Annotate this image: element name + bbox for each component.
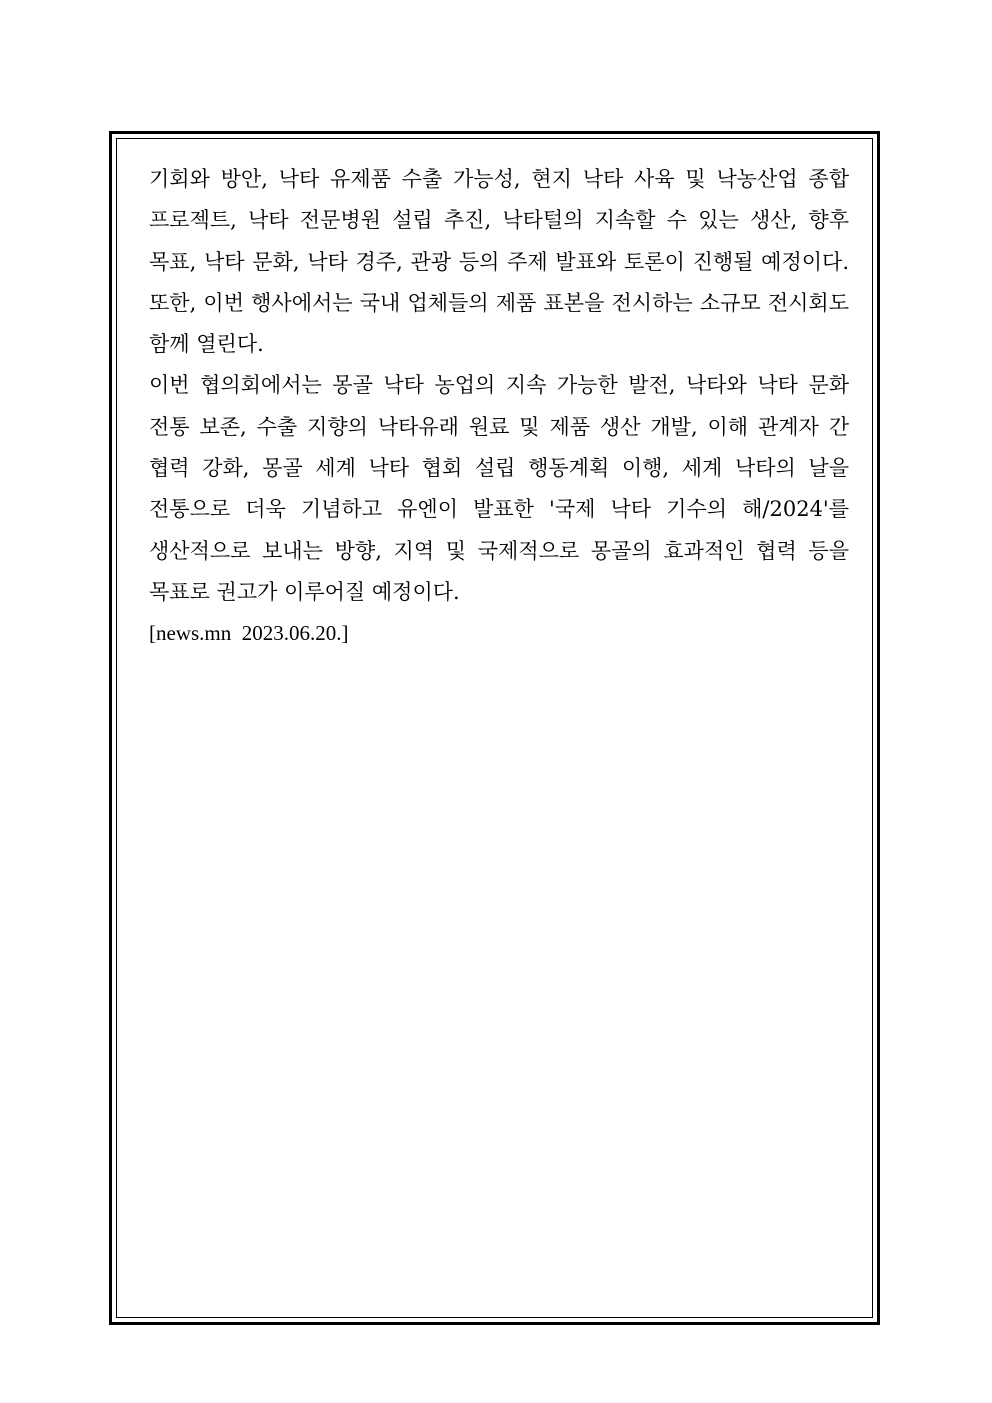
article-body	[149, 159, 849, 655]
page-border-outer	[109, 131, 880, 1325]
page-border-inner	[116, 138, 873, 1318]
paragraph-2: 이번 협의회에서는 몽골 낙타 농업의 지속 가능한 발전, 낙타와 낙타 문화 전통 보존, 수출 지향의 낙타유래 원료 및 제품 생산 개발, 이해 관계자 간 협력 강화, 몽골 세계 낙타 협회 설립 행동계획 이행, 세계 낙타의 날을 전통으로 더욱 기념하고 유엔이 발표한 '국제 낙타 기수의 해/2024'를 생산적으로 보내는 방향, 지역 및 국제적으로 몽골의 효과적인 협력 등을 목표로 권고가 이루어질 예정이다.	[149, 373, 849, 604]
paragraph-1: 기회와 방안, 낙타 유제품 수출 가능성, 현지 낙타 사육 및 낙농산업 종합 프로젝트, 낙타 전문병원 설립 추진, 낙타털의 지속할 수 있는 생산, 향후 목표, 낙타 문화, 낙타 경주, 관광 등의 주제 발표와 토론이 진행될 예정이다. 또한, 이번 행사에서는 국내 업체들의 제품 표본을 전시하는 소규모 전시회도 함께 열린다.	[149, 167, 849, 357]
source-citation: [news.mn 2023.06.20.]	[149, 621, 349, 646]
